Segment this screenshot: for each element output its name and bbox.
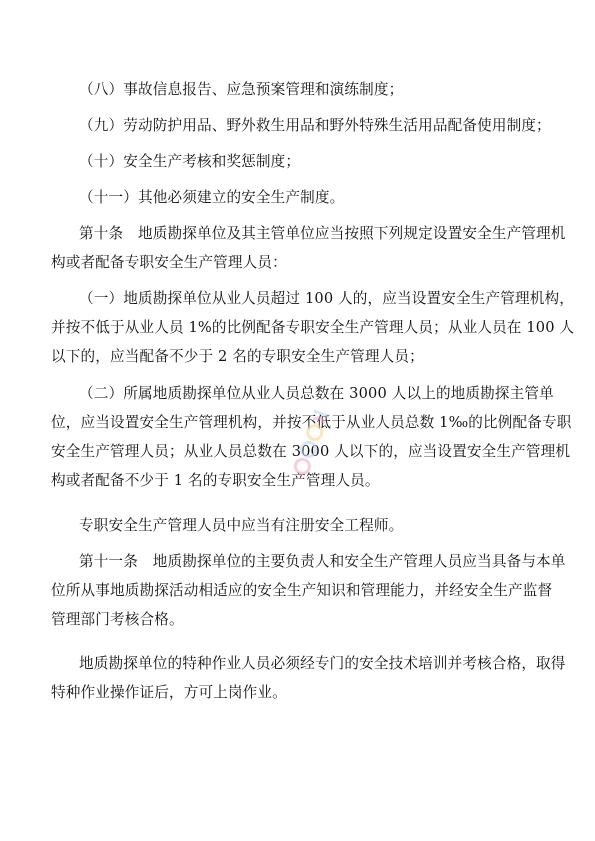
article-11-line-2: 位所从事地质勘探活动相适应的安全生产知识和管理能力，并经安全生产监督 xyxy=(51,582,553,599)
article-10-line-2: 构或者配备专职安全生产管理人员： xyxy=(51,254,287,271)
clause-1-line-1: （一）地质勘探单位从业人员超过 100 人的，应当设置安全生产管理机构， xyxy=(79,290,574,307)
article-11-line-3: 管理部门考核合格。 xyxy=(51,611,184,628)
clause-1-line-2: 并按不低于从业人员 1%的比例配备专职安全生产管理人员；从业人员在 100 人 xyxy=(51,319,575,336)
clause-1-line-3: 以下的，应当配备不少于 2 名的专职安全生产管理人员； xyxy=(51,348,424,365)
special-ops-line-2: 特种作业操作证后，方可上岗作业。 xyxy=(51,684,287,701)
clause-2-line-1: （二）所属地质勘探单位从业人员总数在 3000 人以上的地质勘探主管单 xyxy=(79,385,554,402)
item-9 xyxy=(79,111,551,140)
article-10-line-1: 第十条 地质勘探单位及其主管单位应当按照下列规定设置安全生产管理机 xyxy=(79,225,566,242)
article-11-line-1: 第十一条 地质勘探单位的主要负责人和安全生产管理人员应当具备与本单 xyxy=(79,553,566,570)
item-8 xyxy=(79,75,545,104)
item-8-text: （八）事故信息报告、应急预案管理和演练制度； xyxy=(79,81,404,98)
item-9-text: （九）劳动防护用品、野外救生用品和野外特殊生活用品配备使用制度； xyxy=(79,117,551,134)
clause-2-line-3: 安全生产管理人员；从业人员总数在 3000 人以下的，应当设置安全生产管理机 xyxy=(51,443,571,460)
item-10-text: （十）安全生产考核和奖惩制度； xyxy=(79,153,301,170)
clause-2-line-2: 位，应当设置安全生产管理机构，并按不低于从业人员总数 1‰的比例配备专职 xyxy=(51,414,572,431)
clause-2-line-4: 构或者配备不少于 1 名的专职安全生产管理人员。 xyxy=(51,472,380,489)
item-11 xyxy=(79,183,545,212)
engineer-note: 专职安全生产管理人员中应当有注册安全工程师。 xyxy=(79,517,404,534)
item-10 xyxy=(79,147,545,176)
special-ops-line-1: 地质勘探单位的特种作业人员必须经专门的安全技术培训并考核合格，取得 xyxy=(79,655,566,672)
item-11-text: （十一）其他必须建立的安全生产制度。 xyxy=(79,189,345,206)
